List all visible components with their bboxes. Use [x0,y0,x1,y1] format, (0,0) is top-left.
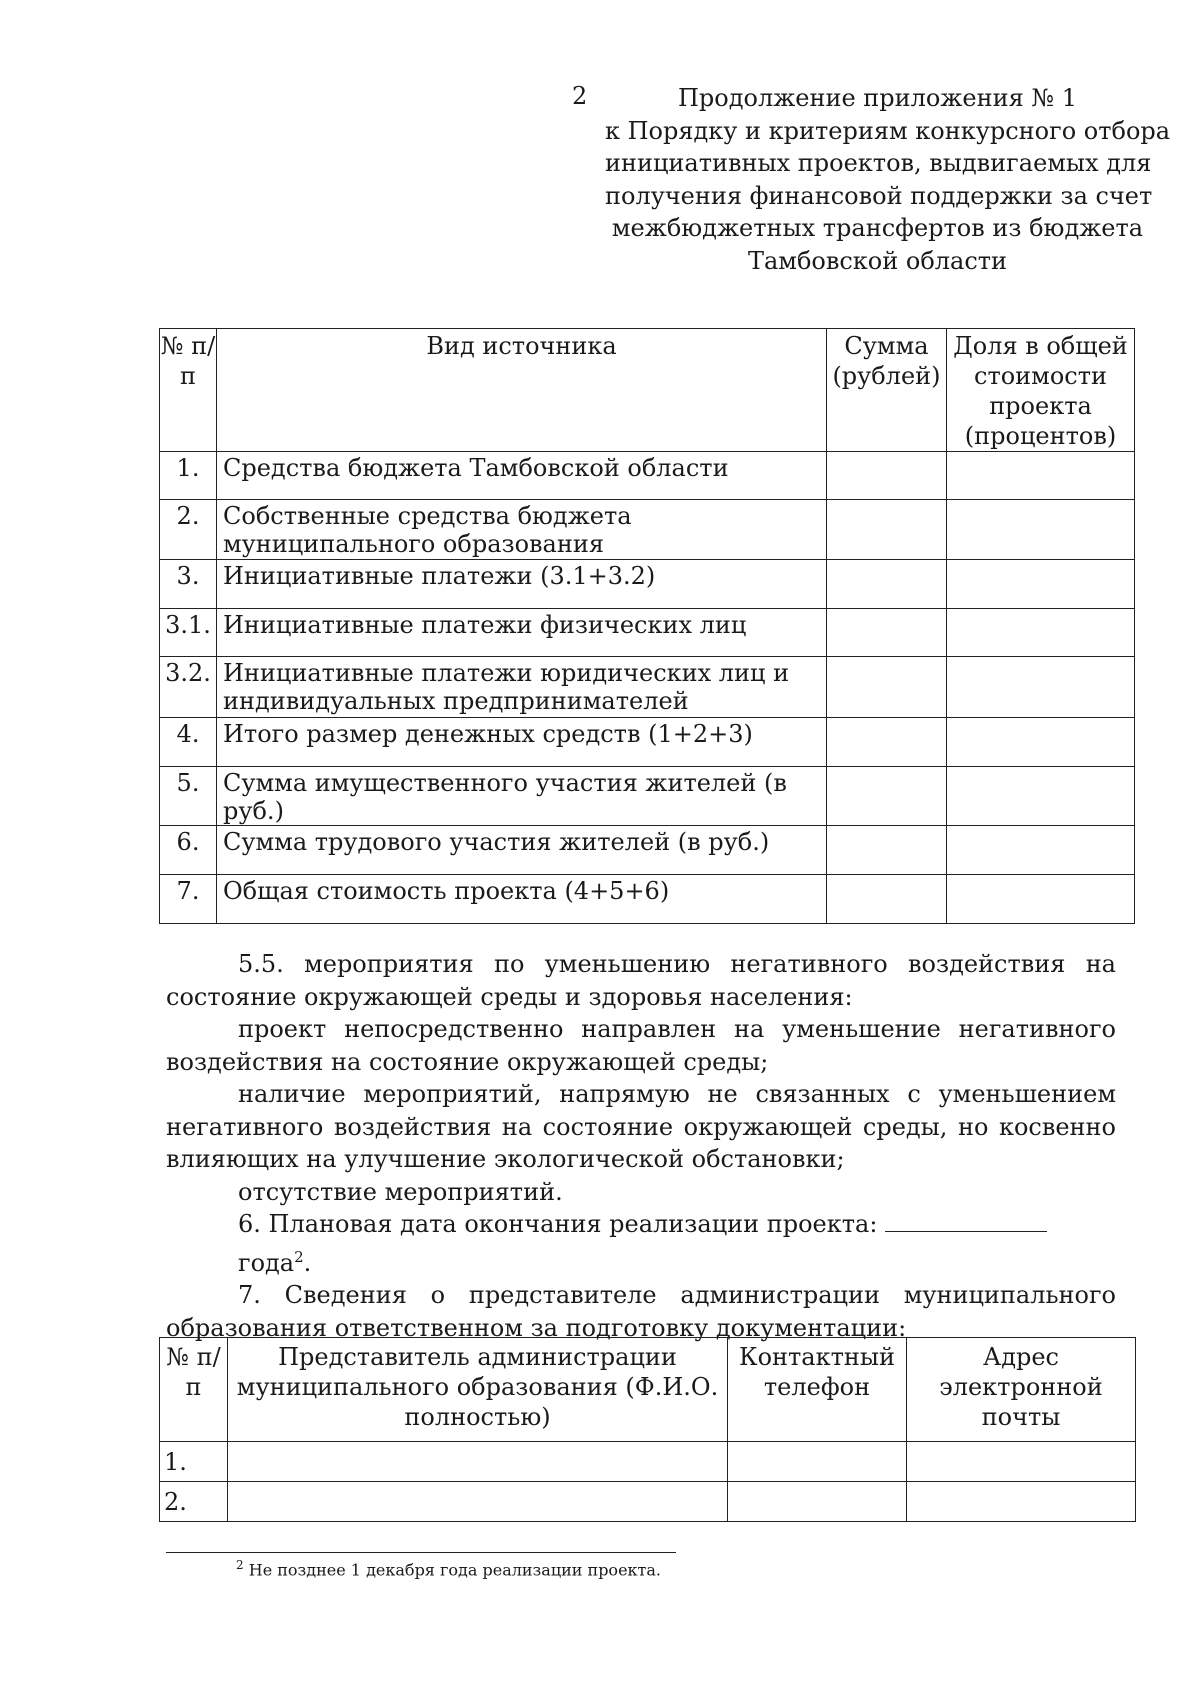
date-blank-field[interactable] [885,1209,1047,1232]
share-cell [947,560,1135,609]
heading-line: к Порядку и критериям конкурсного отбора [605,116,1171,145]
row-number: 2. [160,500,217,560]
row-number: 1. [160,1442,228,1482]
source-cell: Сумма трудового участия жителей (в руб.) [217,826,827,875]
sum-cell [827,452,947,500]
sum-cell [827,560,947,609]
sum-cell [827,657,947,718]
section-5-5-rest: состояние окружающей среды и здоровья населения: [166,982,853,1011]
table-row [160,560,1135,609]
representative-cell [228,1482,728,1522]
item-2-mid: негативного воздействия на состояние окружающей среды, но косвенно [166,1112,1116,1141]
table-row [160,609,1135,657]
row-number: 3.2. [160,657,217,718]
row-number: 5. [160,767,217,826]
table-header-row [160,1338,1136,1442]
section-5-5 [166,948,1116,1344]
table-row [160,500,1135,560]
col-header-share: Доля в общей стоимости проекта (процентов) [947,329,1135,452]
sum-cell [827,826,947,875]
table-row [160,1482,1136,1522]
table-row [160,718,1135,767]
col-header-num: № п/п [160,1338,228,1442]
section-6-suffix: года [238,1248,295,1277]
table-header-row [160,329,1135,452]
sum-cell [827,609,947,657]
representative-cell [228,1442,728,1482]
source-cell: Итого размер денежных средств (1+2+3) [217,718,827,767]
section-7-lead: 7. Сведения о представителе администрации муниципального [238,1281,1116,1309]
row-number: 7. [160,875,217,924]
item-3: отсутствие мероприятий. [238,1177,563,1206]
item-2-rest: влияющих на улучшение экологической обстановки; [166,1145,845,1173]
email-cell [907,1482,1136,1522]
heading-line: Продолжение приложения № 1 [677,84,1078,112]
sum-cell [827,718,947,767]
heading-line: инициативных проектов, выдвигаемых для [605,149,1152,177]
table-row [160,767,1135,826]
appendix-heading [605,82,1171,277]
share-cell [947,452,1135,500]
share-cell [947,718,1135,767]
source-cell: Инициативные платежи физических лиц [217,609,827,657]
row-number: 3.1. [160,609,217,657]
item-2-lead: наличие мероприятий, напрямую не связанных с уменьшением [238,1080,1116,1108]
table-row [160,452,1135,500]
source-cell: Инициативные платежи юридических лиц и индивидуальных предпринимателей [217,657,827,718]
row-number: 3. [160,560,217,609]
item-1-lead: проект непосредственно направлен на уменьшение негативного [238,1015,1116,1043]
footnote [236,1558,661,1579]
share-cell [947,875,1135,924]
heading-line: межбюджетных трансфертов из бюджета [611,214,1144,242]
funding-sources-table [159,328,1135,924]
section-7-rest: образования ответственном за подготовку документации: [166,1313,907,1342]
col-header-representative: Представитель администрации муниципального образования (Ф.И.О. полностью) [228,1338,728,1442]
page-number: 2 [572,82,588,110]
section-6 [166,1208,1116,1279]
row-number: 2. [160,1482,228,1522]
row-number: 1. [160,452,217,500]
source-cell: Общая стоимость проекта (4+5+6) [217,875,827,924]
footnote-mark: 2 [236,1558,244,1572]
col-header-source: Вид источника [217,329,827,452]
source-cell: Средства бюджета Тамбовской области [217,452,827,500]
table-row [160,826,1135,875]
share-cell [947,609,1135,657]
section-6-end: . [303,1248,312,1277]
source-cell: Сумма имущественного участия жителей (в руб.) [217,767,827,826]
col-header-sum: Сумма (рублей) [827,329,947,452]
contact-table [159,1337,1136,1522]
sum-cell [827,875,947,924]
heading-line: Тамбовской области [747,246,1008,275]
heading-line: получения финансовой поддержки за счет [605,181,1153,210]
table-row [160,875,1135,924]
row-number: 4. [160,718,217,767]
footnote-text: Не позднее 1 декабря года реализации проекта. [248,1560,662,1580]
row-number: 6. [160,826,217,875]
item-1-rest: воздействия на состояние окружающей среды; [166,1047,769,1076]
phone-cell [728,1482,907,1522]
share-cell [947,657,1135,718]
table-row [160,657,1135,718]
section-6-label: 6. Плановая дата окончания реализации проекта: [238,1210,878,1238]
share-cell [947,826,1135,875]
share-cell [947,500,1135,560]
sum-cell [827,500,947,560]
sum-cell [827,767,947,826]
source-cell: Собственные средства бюджета муниципального образования [217,500,827,560]
footnote-separator [166,1552,676,1553]
col-header-phone: Контактный телефон [728,1338,907,1442]
section-5-5-lead: 5.5. мероприятия по уменьшению негативного воздействия на [238,950,1116,978]
share-cell [947,767,1135,826]
col-header-num: № п/п [160,329,217,452]
table-row [160,1442,1136,1482]
email-cell [907,1442,1136,1482]
col-header-email: Адрес электронной почты [907,1338,1136,1442]
phone-cell [728,1442,907,1482]
source-cell: Инициативные платежи (3.1+3.2) [217,560,827,609]
footnote-ref: 2 [294,1247,304,1266]
